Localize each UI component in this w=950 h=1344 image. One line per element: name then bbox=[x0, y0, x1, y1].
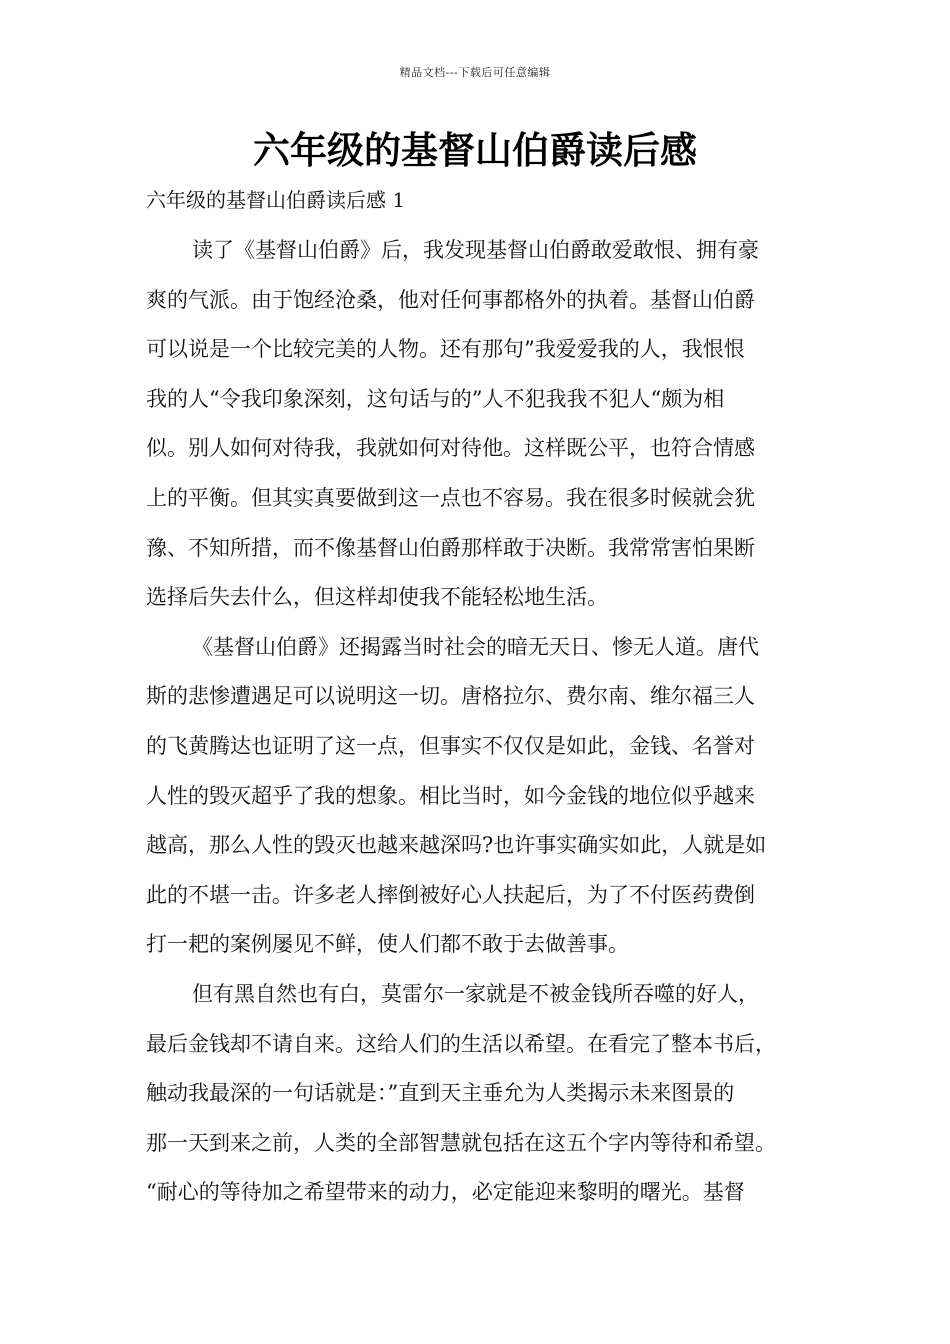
body-line: 爽的气派。由于饱经沧桑，他对任何事都格外的执着。基督山伯爵 bbox=[146, 287, 755, 312]
body-line: 打一耙的案例屡见不鲜，使人们都不敢于去做善事。 bbox=[146, 932, 629, 957]
body-line: 触动我最深的一句话就是：”直到天主垂允为人类揭示未来图景的 bbox=[146, 1081, 735, 1106]
body-line: 豫、不知所措，而不像基督山伯爵那样敢于决断。我常常害怕果断 bbox=[146, 535, 755, 560]
body-line: 越高，那么人性的毁灭也越来越深吗?也许事实确实如此，人就是如 bbox=[146, 833, 767, 858]
body-line: 那一天到来之前，人类的全部智慧就包括在这五个字内等待和希望。 bbox=[146, 1130, 776, 1155]
body-line: 但有黑自然也有白，莫雷尔一家就是不被金钱所吞噬的好人， bbox=[192, 981, 759, 1006]
document-subheading: 六年级的基督山伯爵读后感 1 bbox=[146, 188, 406, 212]
body-line: 可以说是一个比较完美的人物。还有那句”我爱爱我的人，我恨恨 bbox=[146, 337, 745, 362]
body-line: 斯的悲惨遭遇足可以说明这一切。唐格拉尔、费尔南、维尔福三人 bbox=[146, 684, 755, 709]
document-body bbox=[146, 226, 826, 1218]
page-header-note: 精品文档---下载后可任意编辑 bbox=[399, 66, 551, 79]
body-line: 上的平衡。但其实真要做到这一点也不容易。我在很多时候就会犹 bbox=[146, 485, 755, 510]
body-line: 的飞黄腾达也证明了这一点，但事实不仅仅是如此，金钱、名誉对 bbox=[146, 733, 755, 758]
body-line: “耐心的等待加之希望带来的动力，必定能迎来黎明的曙光。基督 bbox=[146, 1180, 745, 1205]
body-line: 选择后失去什么，但这样却使我不能轻松地生活。 bbox=[146, 585, 608, 610]
document-title: 六年级的基督山伯爵读后感 bbox=[253, 129, 697, 172]
body-line: 读了《基督山伯爵》后，我发现基督山伯爵敢爱敢恨、拥有豪 bbox=[192, 238, 759, 262]
body-line: 《基督山伯爵》还揭露当时社会的暗无天日、惨无人道。唐代 bbox=[192, 634, 759, 659]
body-line: 人性的毁灭超乎了我的想象。相比当时，如今金钱的地位似乎越来 bbox=[146, 783, 755, 808]
body-line: 似。别人如何对待我，我就如何对待他。这样既公平，也符合情感 bbox=[146, 436, 755, 461]
body-line: 最后金钱却不请自来。这给人们的生活以希望。在看完了整本书后， bbox=[146, 1031, 776, 1056]
body-line: 此的不堪一击。许多老人摔倒被好心人扶起后，为了不付医药费倒 bbox=[146, 882, 755, 907]
body-line: 我的人“令我印象深刻，这句话与的”人不犯我我不犯人“颇为相 bbox=[146, 386, 725, 411]
